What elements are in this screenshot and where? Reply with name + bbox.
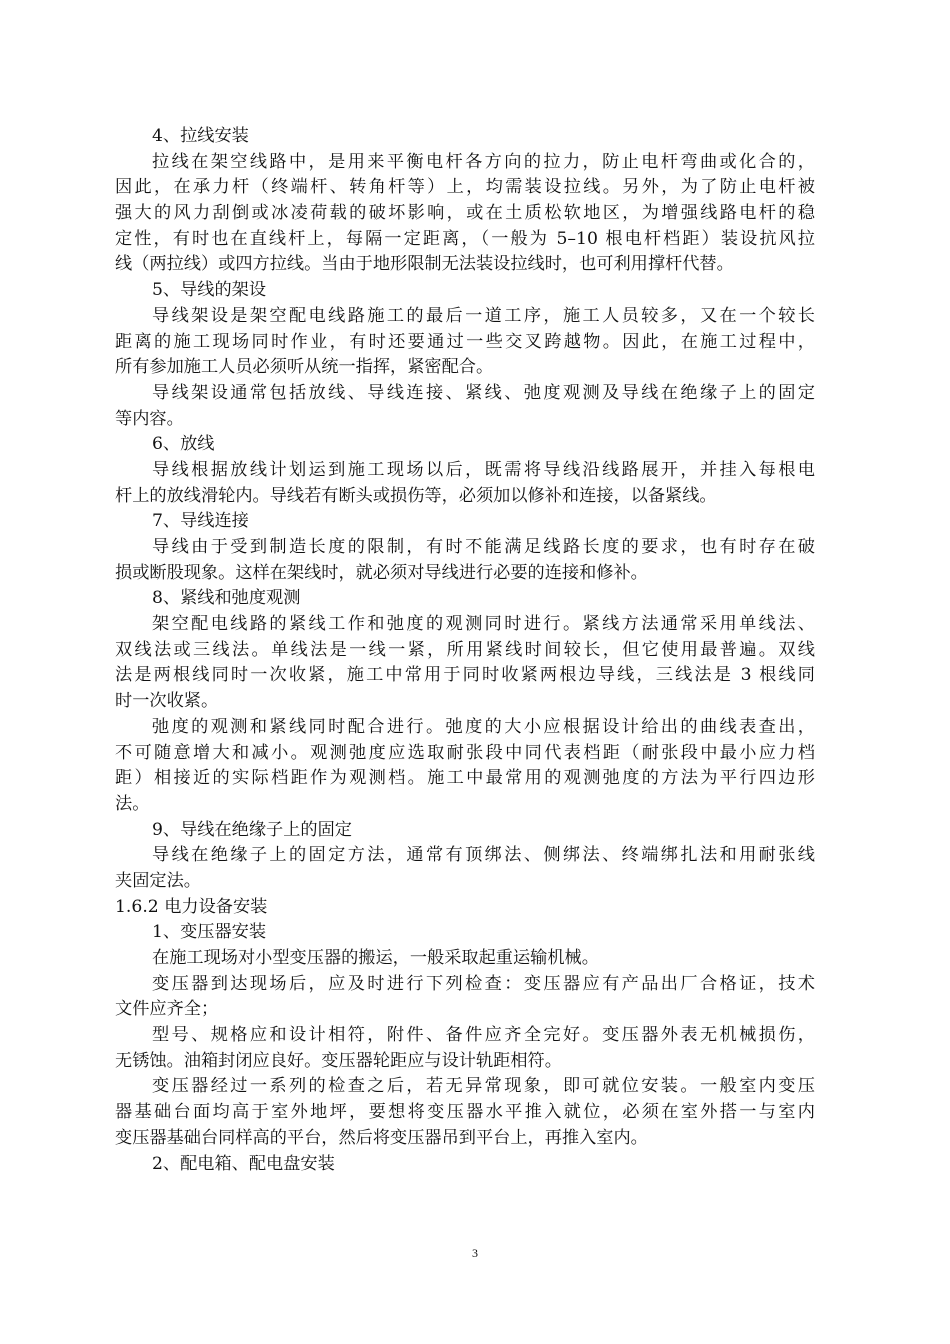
text-line: 时一次收紧。 [115, 691, 219, 712]
section-heading [115, 509, 815, 535]
text-line: 9、导线在绝缘子上的固定 [152, 819, 352, 840]
text-line: 无锈蚀。油箱封闭应良好。变压器轮距应与设计轨距相符。 [115, 1050, 562, 1071]
section-heading [115, 586, 815, 612]
text-line: 夹固定法。 [115, 870, 201, 891]
text-line: 变压器经过一系列的检查之后，若无异常现象，即可就位安装。一般室内变压 [152, 1076, 815, 1097]
document-body [115, 124, 815, 1177]
section-heading [115, 278, 815, 304]
text-line: 7、导线连接 [152, 511, 249, 532]
text-line: 文件应齐全； [115, 999, 219, 1020]
section-heading [115, 920, 815, 946]
text-line: 拉线在架空线路中，是用来平衡电杆各方向的拉力，防止电杆弯曲或化合的， [152, 151, 815, 172]
text-line: 5、导线的架设 [152, 280, 267, 301]
text-line: 线（两拉线）或四方拉线。当由于地形限制无法装设拉线时，也可利用撑杆代替。 [115, 254, 734, 275]
text-line: 导线由于受到制造长度的限制，有时不能满足线路长度的要求，也有时存在破 [152, 537, 815, 557]
section-heading [115, 1152, 815, 1178]
text-line: 1、变压器安装 [152, 922, 267, 943]
section-heading [115, 818, 815, 844]
text-line: 变压器到达现场后，应及时进行下列检查：变压器应有产品出厂合格证，技术 [152, 973, 815, 994]
paragraph [115, 381, 815, 432]
paragraph [115, 1023, 815, 1074]
text-line: 距）相接近的实际档距作为观测档。施工中最常用的观测弛度的方法为平行四边形 [115, 768, 815, 789]
paragraph [115, 612, 815, 715]
paragraph [115, 1074, 815, 1151]
text-line: 等内容。 [115, 408, 184, 429]
section-heading [115, 124, 815, 150]
text-line: 导线架设通常包括放线、导线连接、紧线、弛度观测及导线在绝缘子上的固定 [152, 382, 815, 403]
section-heading [115, 895, 815, 921]
text-line: 6、放线 [152, 434, 215, 455]
text-line: 距离的施工现场同时作业，有时还要通过一些交叉跨越物。因此，在施工过程中， [115, 331, 815, 352]
text-line: 因此，在承力杆（终端杆、转角杆等）上，均需装设拉线。另外，为了防止电杆被 [115, 177, 815, 198]
text-line: 弛度的观测和紧线同时配合进行。弛度的大小应根据设计给出的曲线表查出， [152, 716, 815, 737]
paragraph [115, 304, 815, 381]
text-line: 型号、规格应和设计相符，附件、备件应齐全完好。变压器外表无机械损伤， [152, 1025, 815, 1046]
text-line: 变压器基础台同样高的平台，然后将变压器吊到平台上，再推入室内。 [115, 1127, 648, 1148]
text-line: 双线法或三线法。单线法是一线一紧，所用紧线时间较长，但它使用最普遍。双线 [115, 639, 815, 660]
text-line: 定性，有时也在直线杆上，每隔一定距离，（一般为 5–10 根电杆档距）装设抗风拉 [115, 228, 815, 249]
text-line: 损或断股现象。这样在架线时，就必须对导线进行必要的连接和修补。 [115, 562, 648, 583]
paragraph [115, 946, 815, 972]
text-line: 导线架设是架空配电线路施工的最后一道工序，施工人员较多，又在一个较长 [152, 305, 815, 326]
paragraph [115, 458, 815, 509]
text-line: 法。 [115, 793, 150, 814]
text-line: 所有参加施工人员必须听从统一指挥，紧密配合。 [115, 357, 494, 378]
paragraph [115, 535, 815, 586]
paragraph [115, 715, 815, 818]
text-line: 不可随意增大和减小。观测弛度应选取耐张段中同代表档距（耐张段中最小应力档 [115, 742, 815, 763]
text-line: 导线在绝缘子上的固定方法，通常有顶绑法、侧绑法、终端绑扎法和用耐张线 [152, 845, 815, 866]
page-number: 3 [472, 1246, 478, 1260]
paragraph [115, 150, 815, 278]
section-heading [115, 432, 815, 458]
text-line: 4、拉线安装 [152, 126, 249, 146]
text-line: 8、紧线和弛度观测 [152, 588, 301, 609]
paragraph [115, 972, 815, 1023]
text-line: 1.6.2 电力设备安装 [115, 896, 268, 917]
text-line: 导线根据放线计划运到施工现场以后，既需将导线沿线路展开，并挂入每根电 [152, 459, 815, 480]
text-line: 法是两根线同时一次收紧，施工中常用于同时收紧两根边导线，三线法是 3 根线同 [115, 665, 815, 686]
text-line: 强大的风力刮倒或冰凌荷载的破坏影响，或在土质松软地区，为增强线路电杆的稳 [115, 203, 815, 224]
text-line: 杆上的放线滑轮内。导线若有断头或损伤等，必须加以修补和连接，以备紧线。 [115, 485, 717, 506]
text-line: 器基础台面均高于室外地坪，要想将变压器水平推入就位，必须在室外搭一与室内 [115, 1102, 815, 1123]
text-line: 2、配电箱、配电盘安装 [152, 1153, 335, 1174]
text-line: 架空配电线路的紧线工作和弛度的观测同时进行。紧线方法通常采用单线法、 [152, 614, 815, 635]
text-line: 在施工现场对小型变压器的搬运，一般采取起重运输机械。 [152, 948, 599, 968]
paragraph [115, 843, 815, 894]
